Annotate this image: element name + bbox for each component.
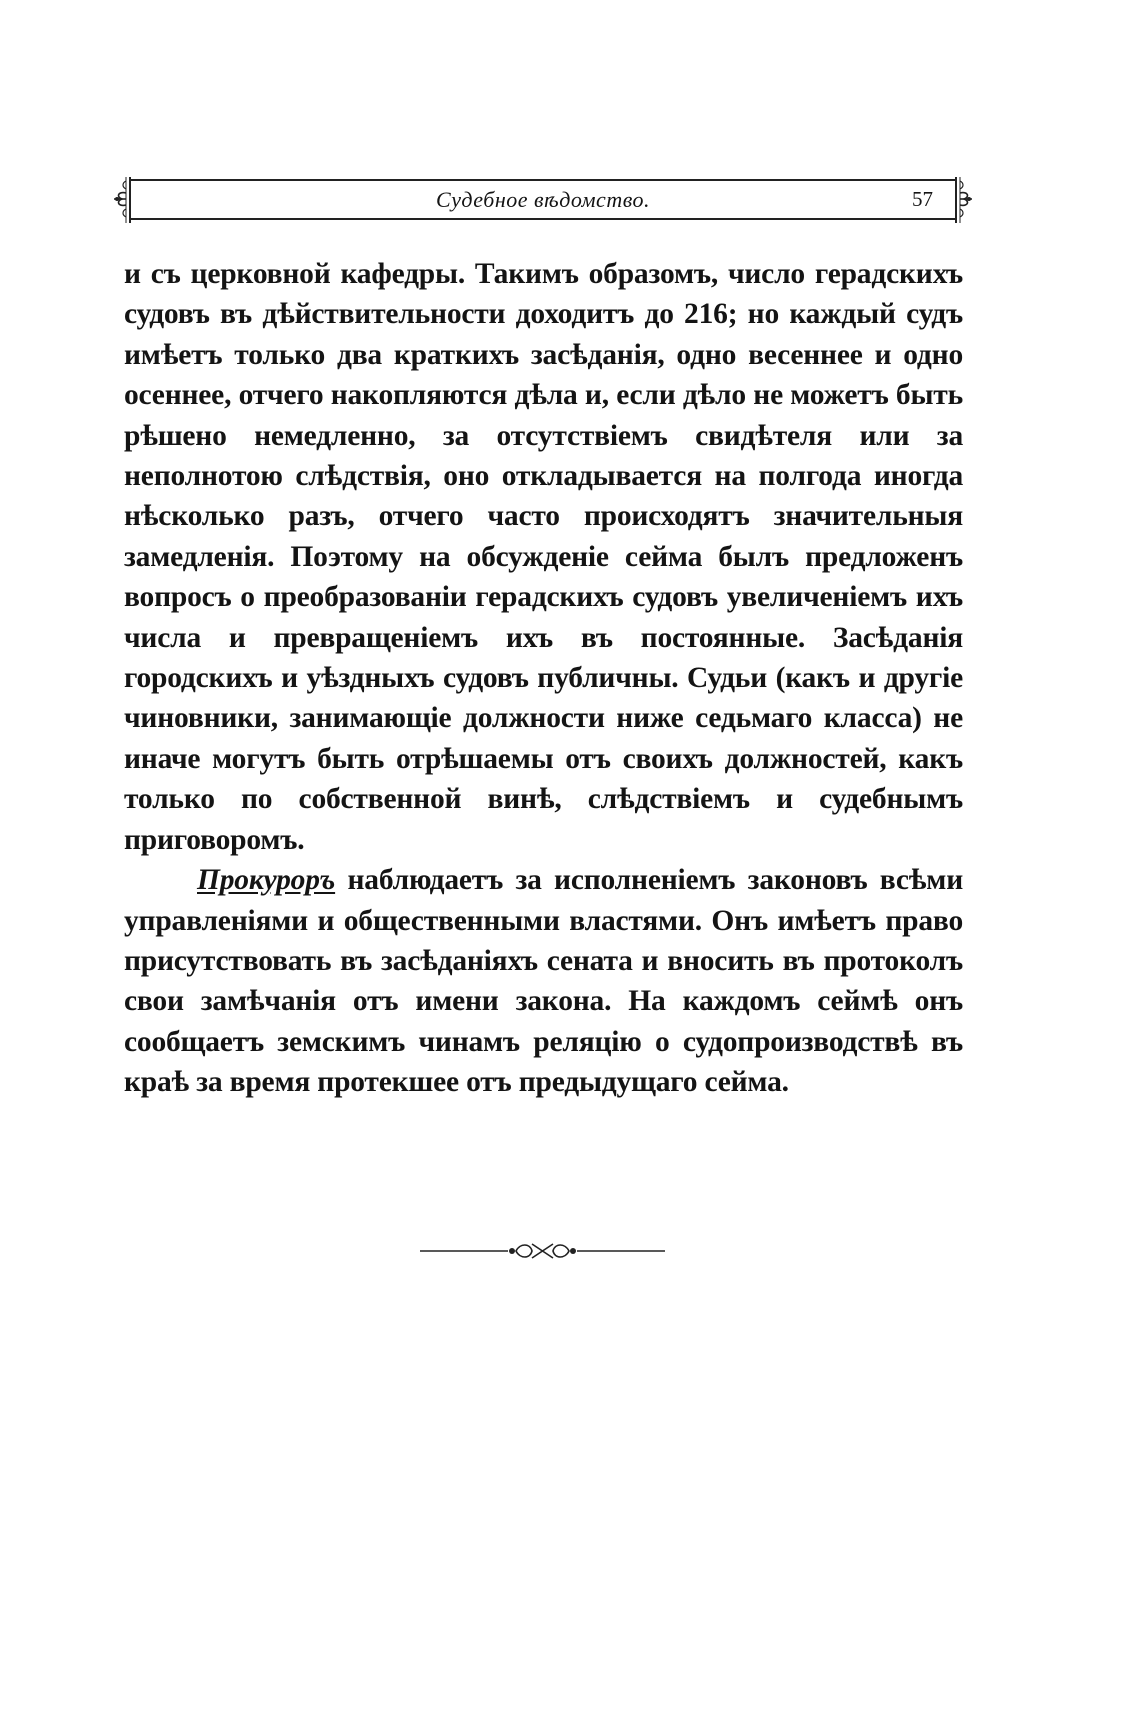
paragraph-2-text: наблюдаетъ за исполненіемъ законовъ всѣми управленіями и общественными властями. Онъ имѣетъ право присутствовать въ засѣданіяхъ сената и вносить въ протоколъ свои замѣчанія отъ имени закона. На каждомъ сеймѣ онъ сообщаетъ земскимъ чинамъ реляцію о судопроизводствѣ въ краѣ за время протекшее отъ предыдущаго сейма. <box>124 864 963 1099</box>
paragraph-2-term: Прокуроръ <box>197 864 336 897</box>
paragraph-2 <box>124 860 963 1102</box>
running-title: Судебное вѣдомство. <box>436 187 650 212</box>
header-bottom-rule <box>131 218 955 220</box>
header-top-rule <box>131 179 955 181</box>
header-right-ornament-icon <box>951 175 973 225</box>
paragraph-1: и съ церковной кафедры. Такимъ образомъ, число герадскихъ судовъ въ дѣйствительности доходитъ до 216; но каждый судъ имѣетъ только два краткихъ засѣданія, одно весеннее и одно осеннее, отчего накопляются дѣла и, если дѣло не можетъ быть рѣшено немедленно, за отсутствіемъ свидѣтеля или за неполнотою слѣдствія, оно откладывается на полгода иногда нѣсколько разъ, отчего часто происходятъ значительныя замедленія. Поэтому на обсужденіе сейма былъ предложенъ вопросъ о преобразованіи герадскихъ судовъ увеличеніемъ ихъ числа и превращеніемъ ихъ въ постоянные. Засѣданія городскихъ и уѣздныхъ судовъ публичны. Судьи (какъ и другіе чиновники, занимающіе должности ниже седьмаго класса) не иначе могутъ быть отрѣшаемы отъ своихъ должностей, какъ только по собственной винѣ, слѣдствіемъ и судебнымъ приговоромъ. <box>124 258 963 856</box>
body-text <box>124 254 963 1103</box>
page-number: 57 <box>912 187 933 211</box>
running-header <box>113 175 973 225</box>
end-ornament-icon <box>420 1238 665 1264</box>
